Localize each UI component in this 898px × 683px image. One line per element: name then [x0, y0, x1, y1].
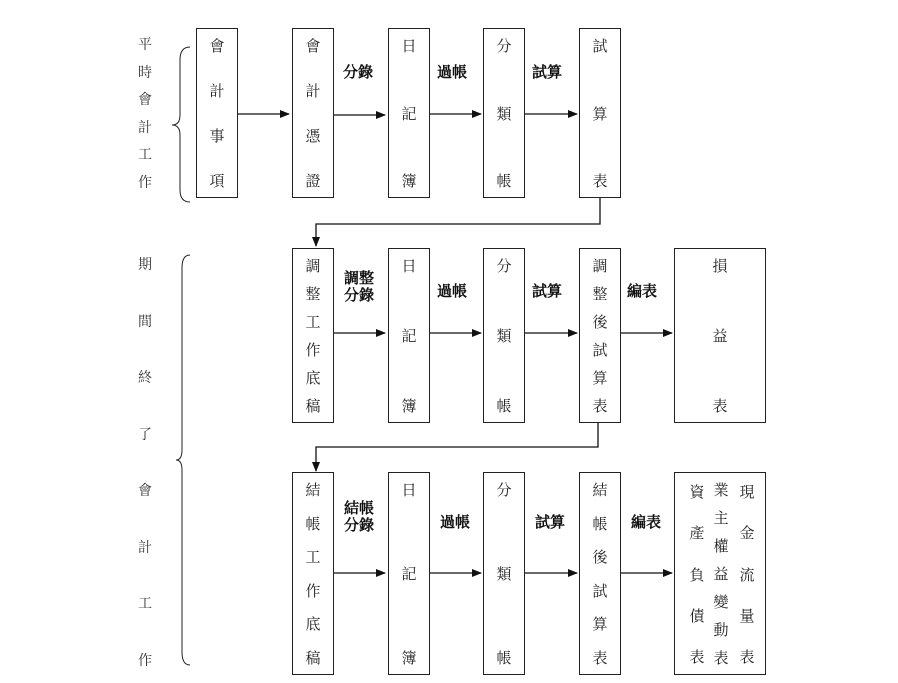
vertical-char: 底: [305, 615, 321, 634]
label-adjust-entry: [340, 270, 378, 305]
vertical-char: 算: [592, 369, 608, 387]
connector-r2-r3: [316, 423, 598, 471]
vertical-char: 表: [713, 649, 729, 667]
box-financial-statements: [674, 472, 766, 675]
box-journal-transaction: [196, 28, 238, 198]
vertical-char: 量: [739, 606, 755, 625]
vertical-char: 帳: [496, 649, 512, 667]
column-balance-sheet: [685, 485, 709, 665]
vertical-char: 負: [689, 565, 705, 584]
label-trial-r1: 試算: [532, 63, 563, 81]
side-label-routine: [136, 38, 154, 190]
vertical-char: 帳: [305, 514, 321, 533]
box-adjusted-trial-balance: [579, 248, 621, 423]
vertical-char: 試: [592, 581, 608, 600]
vertical-char: 結: [305, 481, 321, 499]
vertical-char: 日: [401, 37, 417, 55]
box-closing-worksheet: [292, 472, 334, 675]
vertical-char: 終: [138, 370, 152, 387]
vertical-char: 動: [713, 621, 729, 639]
label-posting-r3: 過帳: [440, 513, 471, 531]
vertical-char: 試: [592, 341, 608, 359]
vertical-char: 帳: [496, 172, 512, 190]
vertical-char: 益: [713, 565, 729, 583]
vertical-char: 變: [713, 593, 729, 611]
vertical-char: 業: [713, 481, 729, 499]
vertical-char: 表: [592, 397, 608, 415]
vertical-char: 計: [138, 539, 152, 556]
vertical-char: 作: [138, 652, 152, 669]
vertical-char: 表: [592, 172, 608, 190]
vertical-char: 事: [209, 127, 225, 145]
vertical-char: 稿: [305, 397, 321, 415]
vertical-char: 記: [401, 565, 417, 583]
vertical-char: 後: [592, 313, 608, 331]
box-post-closing-trial-balance: [579, 472, 621, 675]
side-label-period-end: [136, 258, 154, 668]
vertical-char: 損: [712, 257, 728, 275]
vertical-char: 結: [592, 481, 608, 499]
vertical-char: 時: [138, 64, 152, 81]
vertical-char: 工: [138, 596, 152, 613]
vertical-char: 表: [739, 648, 755, 666]
vertical-char: 稿: [305, 648, 321, 667]
box-ledger-r1: [483, 28, 525, 198]
vertical-char: 日: [401, 481, 417, 499]
label-posting-r2: 過帳: [437, 282, 468, 300]
vertical-char: 會: [138, 92, 152, 109]
vertical-char: 工: [305, 313, 321, 331]
vertical-char: 間: [138, 313, 152, 330]
vertical-char: 資: [689, 483, 705, 501]
vertical-char: 作: [138, 174, 152, 191]
label-posting-r1: 過帳: [437, 63, 468, 81]
vertical-char: 作: [305, 341, 321, 359]
box-journal-r3: [388, 472, 430, 675]
vertical-char: 會: [209, 37, 225, 55]
vertical-char: 表: [712, 397, 728, 415]
vertical-char: 工: [305, 548, 321, 567]
vertical-char: 表: [592, 648, 608, 667]
vertical-char: 工: [138, 147, 152, 164]
vertical-char: 算: [592, 615, 608, 634]
vertical-char: 分: [496, 481, 512, 499]
vertical-char: 調: [305, 257, 321, 275]
vertical-char: 金: [739, 524, 755, 543]
vertical-char: 會: [138, 483, 152, 500]
brace-period-end: [176, 255, 190, 665]
vertical-char: 主: [713, 509, 729, 527]
vertical-char: 現: [739, 483, 755, 501]
vertical-char: 作: [305, 581, 321, 600]
box-journal-r2: [388, 248, 430, 423]
vertical-char: 權: [713, 537, 729, 555]
vertical-char: 簿: [401, 397, 417, 415]
vertical-char: 益: [712, 327, 728, 345]
vertical-char: 項: [209, 172, 225, 190]
vertical-char: 期: [138, 257, 152, 273]
vertical-char: 記: [401, 104, 417, 123]
vertical-char: 調: [592, 257, 608, 275]
vertical-char: 分: [496, 257, 512, 275]
vertical-char: 平: [138, 37, 152, 53]
vertical-char: 簿: [401, 172, 417, 190]
connector-r1-r2: [316, 198, 600, 246]
vertical-char: 流: [739, 565, 755, 584]
vertical-char: 產: [689, 524, 705, 543]
vertical-char: 日: [401, 257, 417, 275]
vertical-char: 會: [305, 37, 321, 55]
label-compile-r3: 編表: [631, 513, 662, 531]
vertical-char: 債: [689, 606, 705, 625]
vertical-char: 類: [496, 104, 512, 123]
column-cash-flow: [735, 485, 759, 665]
brace-routine: [172, 47, 190, 202]
label-entry-r1: 分錄: [343, 63, 374, 81]
vertical-char: 記: [401, 327, 417, 345]
vertical-char: 算: [592, 104, 608, 123]
vertical-char: 整: [305, 285, 321, 303]
vertical-char: 證: [305, 172, 321, 190]
label-adjust-entry-text: 調整分錄: [343, 269, 374, 305]
vertical-char: 計: [138, 119, 152, 136]
vertical-char: 後: [592, 548, 608, 567]
box-ledger-r2: [483, 248, 525, 423]
vertical-char: 了: [138, 426, 152, 443]
vertical-char: 計: [209, 82, 225, 100]
vertical-char: 帳: [592, 514, 608, 533]
vertical-char: 試: [592, 37, 608, 55]
label-closing-entry-text: 結帳分錄: [343, 499, 374, 535]
vertical-char: 整: [592, 285, 608, 303]
vertical-char: 分: [496, 37, 512, 55]
vertical-char: 憑: [305, 127, 321, 145]
box-ledger-r3: [483, 472, 525, 675]
box-adjust-worksheet: [292, 248, 334, 423]
vertical-char: 類: [496, 327, 512, 345]
label-trial-r3: 試算: [535, 513, 566, 531]
box-trial-balance: [579, 28, 621, 198]
vertical-char: 類: [496, 565, 512, 583]
vertical-char: 帳: [496, 397, 512, 415]
label-compile-r2: 編表: [627, 282, 658, 300]
box-income-statement: [674, 248, 766, 423]
vertical-char: 簿: [401, 649, 417, 667]
box-journal-r1: [388, 28, 430, 198]
vertical-char: 計: [305, 82, 321, 100]
column-equity-statement: [709, 483, 733, 666]
label-trial-r2: 試算: [532, 282, 563, 300]
box-voucher: [292, 28, 334, 198]
vertical-char: 表: [689, 648, 705, 666]
label-closing-entry: [340, 500, 378, 535]
vertical-char: 底: [305, 369, 321, 387]
